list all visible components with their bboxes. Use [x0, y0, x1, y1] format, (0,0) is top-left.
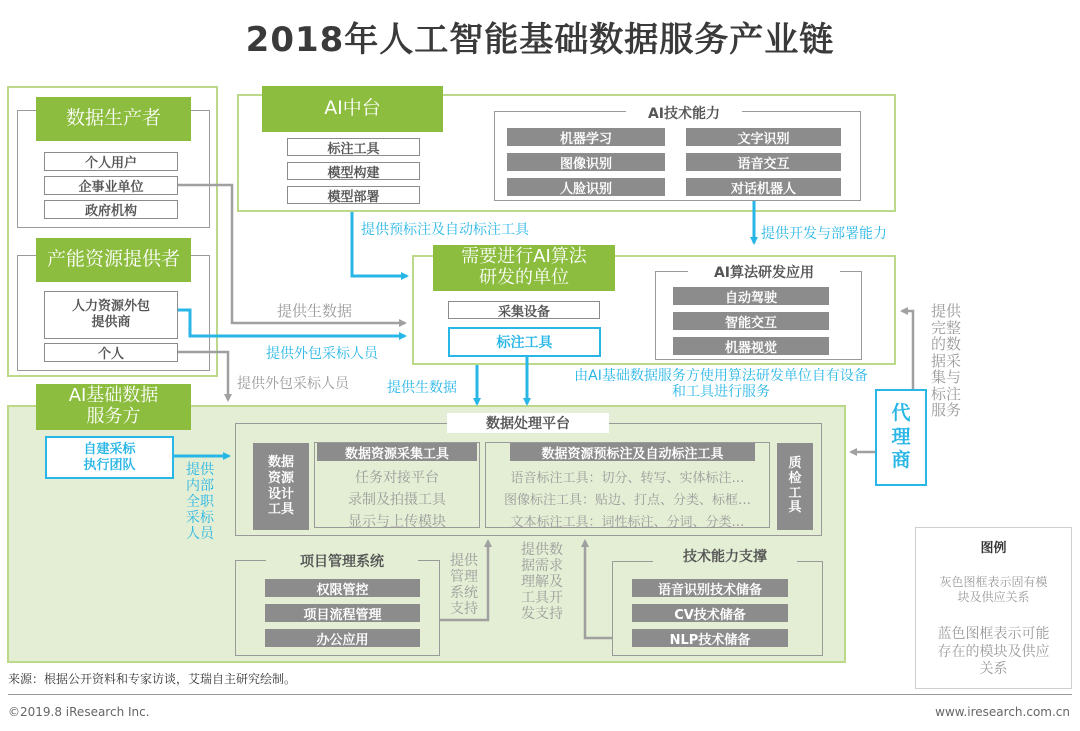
legend-grey-text: 灰色图框表示固有模 块及供应关系 — [939, 575, 1048, 604]
algo-app-autodrive: 自动驾驶 — [673, 287, 829, 305]
capacity-label: 产能资源提供者 — [36, 238, 191, 282]
collect-item-task-platform: 任务对接平台 — [355, 470, 439, 486]
tech-support-title: 技术能力支撑 — [653, 546, 797, 566]
annot-item-text: 文本标注工具：词性标注、分词、分类… — [510, 515, 745, 530]
pm-item-workflow: 项目流程管理 — [265, 604, 420, 622]
ai-tech-image: 图像识别 — [507, 153, 665, 171]
ai-tech-face: 人脸识别 — [507, 178, 665, 196]
producer-item-government: 政府机构 — [44, 200, 178, 219]
pm-item-office: 办公应用 — [265, 629, 420, 647]
ai-platform-item-deploy: 模型部署 — [287, 186, 420, 204]
algo-app-interaction: 智能交互 — [673, 312, 829, 330]
arrow-agent-algo — [902, 311, 913, 389]
ai-platform-label: AI中台 — [262, 86, 443, 132]
ai-tech-ocr: 文字识别 — [686, 128, 841, 146]
flow-pre-annotation: 提供预标注及自动标注工具 — [361, 222, 529, 238]
tech-item-asr: 语音识别技术储备 — [632, 579, 788, 597]
flow-outsource-blue: 提供外包采标人员 — [266, 346, 378, 362]
page-title: 2018年人工智能基础数据服务产业链 — [245, 20, 835, 60]
capacity-item-individual: 个人 — [44, 343, 178, 362]
pm-note: 提供 管理 系统 支持 — [450, 553, 478, 618]
collect-tool-title: 数据资源采集工具 — [317, 443, 477, 461]
agent-box: 代 理 商 — [875, 389, 927, 486]
ai-platform-item-annotation: 标注工具 — [287, 138, 420, 156]
legend-blue-text: 蓝色图框表示可能 存在的模块及供应 关系 — [937, 626, 1050, 677]
flow-dev-deploy: 提供开发与部署能力 — [761, 226, 887, 242]
algo-app-vision: 机器视觉 — [673, 337, 829, 355]
capacity-item-hr-outsourcing: 人力资源外包 提供商 — [44, 291, 178, 339]
footer-divider — [8, 694, 1072, 695]
pm-item-permission: 权限管控 — [265, 579, 420, 597]
qc-tool: 质 检 工 具 — [777, 443, 813, 530]
website: www.iresearch.com.cn — [935, 705, 1070, 719]
producer-label: 数据生产者 — [36, 97, 191, 141]
flow-service-note: 由AI基础数据服务方使用算法研发单位自有设备 和工具进行服务 — [574, 368, 868, 401]
legend-title: 图例 — [980, 541, 1007, 556]
req-note: 提供数 据需求 理解及 工具开 发支持 — [521, 542, 563, 623]
ai-tech-voice: 语音交互 — [686, 153, 841, 171]
algo-app-title: AI算法研发应用 — [688, 262, 840, 282]
ai-tech-ml: 机器学习 — [507, 128, 665, 146]
algo-unit-label: 需要进行AI算法 研发的单位 — [433, 245, 615, 291]
flow-raw-data: 提供生数据 — [277, 302, 353, 320]
producer-item-enterprise: 企事业单位 — [44, 176, 178, 195]
copyright: ©2019.8 iResearch Inc. — [8, 705, 150, 719]
self-built-team: 自建采标 执行团队 — [45, 436, 174, 479]
annot-tool-title: 数据资源预标注及自动标注工具 — [510, 443, 755, 461]
flow-raw-data-blue: 提供生数据 — [387, 380, 457, 396]
pm-title: 项目管理系统 — [266, 551, 418, 571]
source-note: 来源：根据公开资料和专家访谈，艾瑞自主研究绘制。 — [8, 672, 297, 686]
annot-item-image: 图像标注工具：贴边、打点、分类、标框… — [503, 493, 751, 508]
producer-item-individual: 个人用户 — [44, 152, 178, 171]
flow-outsource-grey: 提供外包采标人员 — [237, 376, 349, 392]
algo-unit-collection-device: 采集设备 — [448, 301, 600, 319]
ai-platform-item-modeling: 模型构建 — [287, 162, 420, 180]
ai-tech-title: AI技术能力 — [626, 103, 742, 123]
basic-service-label: AI基础数据 服务方 — [36, 384, 191, 430]
design-tool: 数据 资源 设计 工具 — [253, 443, 309, 530]
collect-item-upload: 显示与上传模块 — [348, 514, 446, 530]
agent-note: 提供 完整 的数 据采 集与 标注 服务 — [931, 302, 962, 419]
team-note: 提供 内部 全职 采标 人员 — [186, 462, 214, 543]
tech-item-cv: CV技术储备 — [632, 604, 788, 622]
tech-item-nlp: NLP技术储备 — [632, 629, 788, 647]
data-platform-title: 数据处理平台 — [447, 413, 609, 433]
ai-tech-chatbot: 对话机器人 — [686, 178, 841, 196]
algo-unit-annotation-tool: 标注工具 — [448, 327, 601, 357]
collect-item-recording: 录制及拍摄工具 — [348, 492, 446, 508]
annot-item-voice: 语音标注工具：切分、转写、实体标注… — [510, 471, 745, 486]
